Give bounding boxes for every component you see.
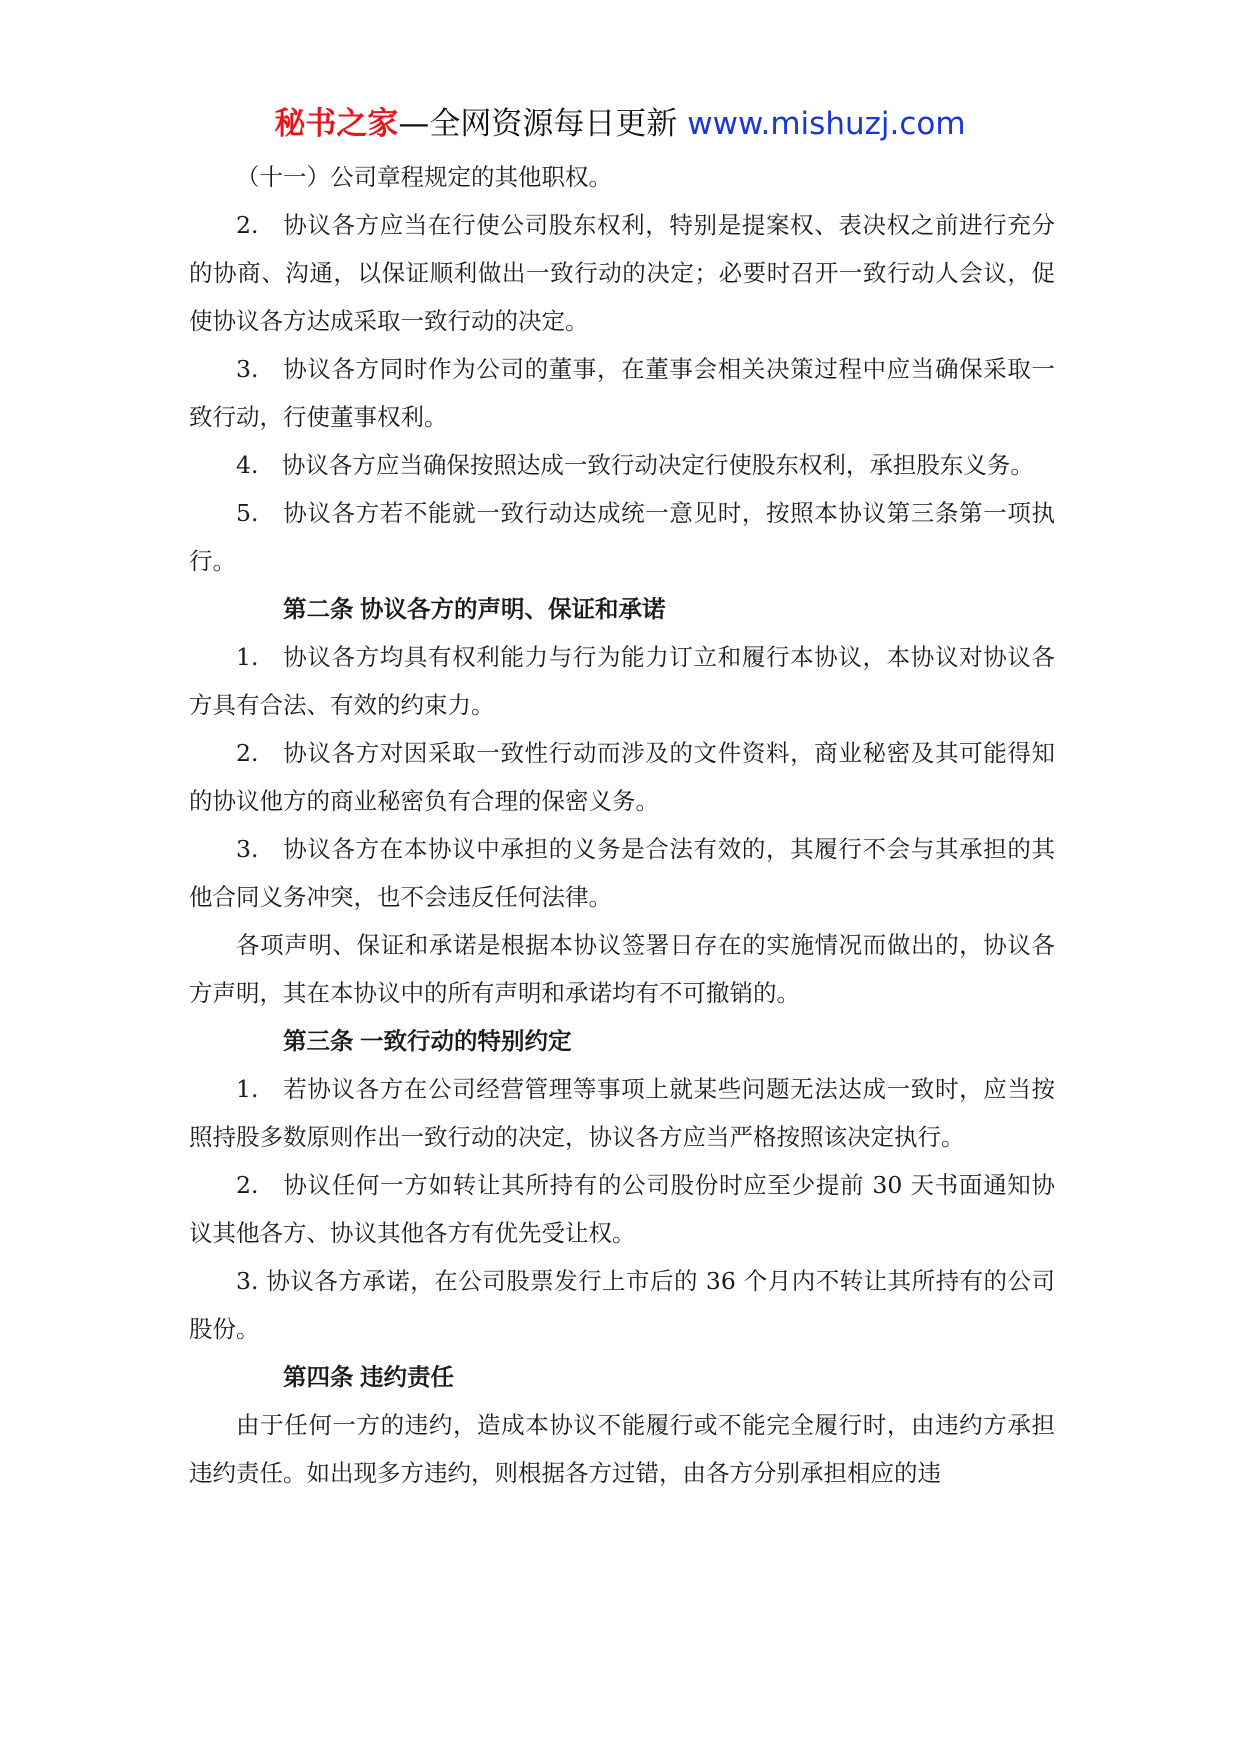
article-number: 第二条 <box>283 595 354 623</box>
paragraph: 3. 协议各方同时作为公司的董事，在董事会相关决策过程中应当确保采取一致行动，行使董事权利。 <box>189 355 1055 431</box>
header-url-link[interactable]: www.mishuzj.com <box>687 106 966 142</box>
paragraph: 2. 协议任何一方如转让其所持有的公司股份时应至少提前 30 天书面通知协议其他各方、协议其他各方有优先受让权。 <box>189 1171 1055 1247</box>
article-number: 第三条 <box>283 1027 354 1055</box>
article-title: 协议各方的声明、保证和承诺 <box>360 595 666 623</box>
paragraph: 各项声明、保证和承诺是根据本协议签署日存在的实施情况而做出的，协议各方声明，其在本协议中的所有声明和承诺均有不可撤销的。 <box>189 931 1055 1007</box>
page-header <box>0 100 1240 148</box>
paragraph: 1. 协议各方均具有权利能力与行为能力订立和履行本协议，本协议对协议各方具有合法、有效的约束力。 <box>189 643 1055 719</box>
paragraph: 3. 协议各方在本协议中承担的义务是合法有效的，其履行不会与其承担的其他合同义务冲突，也不会违反任何法律。 <box>189 835 1055 911</box>
article-heading <box>189 1353 1055 1401</box>
header-slogan: —全网资源每日更新 <box>398 106 688 142</box>
article-title: 一致行动的特别约定 <box>360 1027 572 1055</box>
article-title: 违约责任 <box>360 1363 454 1391</box>
paragraph: 3. 协议各方承诺，在公司股票发行上市后的 36 个月内不转让其所持有的公司股份。 <box>189 1267 1055 1343</box>
article-number: 第四条 <box>283 1363 354 1391</box>
article-heading <box>189 1017 1055 1065</box>
paragraph: 2. 协议各方对因采取一致性行动而涉及的文件资料，商业秘密及其可能得知的协议他方的商业秘密负有合理的保密义务。 <box>189 739 1055 815</box>
paragraph: （十一）公司章程规定的其他职权。 <box>236 163 612 191</box>
paragraph: 1. 若协议各方在公司经营管理等事项上就某些问题无法达成一致时，应当按照持股多数原则作出一致行动的决定，协议各方应当严格按照该决定执行。 <box>189 1075 1055 1151</box>
paragraph: 4. 协议各方应当确保按照达成一致行动决定行使股东权利，承担股东义务。 <box>236 451 1034 479</box>
article-heading <box>189 585 1055 633</box>
paragraph: 由于任何一方的违约，造成本协议不能履行或不能完全履行时，由违约方承担违约责任。如出现多方违约，则根据各方过错，由各方分别承担相应的违 <box>189 1411 1055 1487</box>
paragraph: 2. 协议各方应当在行使公司股东权利，特别是提案权、表决权之前进行充分的协商、沟通，以保证顺利做出一致行动的决定；必要时召开一致行动人会议，促使协议各方达成采取一致行动的决定。 <box>189 211 1055 335</box>
paragraph: 5. 协议各方若不能就一致行动达成统一意见时，按照本协议第三条第一项执行。 <box>189 499 1055 575</box>
header-brand: 秘书之家 <box>274 106 399 142</box>
document-body <box>189 153 1055 1497</box>
